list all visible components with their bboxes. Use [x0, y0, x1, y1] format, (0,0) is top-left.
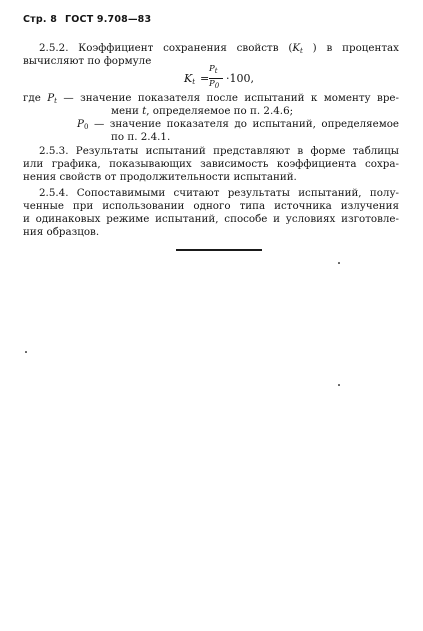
paragraph-2-5-4-line-3: и одинаковых режиме испытаний, способе и условиях изготовле-	[23, 213, 399, 225]
formula-equals: =	[200, 72, 210, 85]
formula-multiplier: ·100,	[226, 72, 254, 85]
paragraph-2-5-4-line-1: 2.5.4. Сопоставимыми считают результаты испытаний, полу-	[39, 187, 399, 199]
where-line-3: $P_0$ — значение показателя до испытаний, определяемое	[77, 118, 399, 131]
paragraph-2-5-4-line-4: ния образцов.	[23, 226, 100, 238]
paragraph-2-5-3-line-1: 2.5.3. Результаты испытаний представляют в форме таблицы	[39, 145, 399, 157]
paragraph-2-5-4-line-2: ченные при использовании одного типа источника излучения	[23, 200, 399, 212]
scan-speck	[25, 351, 27, 353]
page-header	[23, 14, 151, 25]
scan-speck	[338, 262, 340, 264]
where-line-4: по п. 2.4.1.	[111, 131, 171, 143]
formula-lhs: $K_t$	[184, 72, 196, 86]
scan-speck	[338, 384, 340, 386]
paragraph-2-5-3-line-3: нения свойств от продолжительности испытаний.	[23, 171, 297, 183]
formula-numerator: $P_t$	[209, 64, 218, 75]
where-line-1: где $P_t$ — значение показателя после испытаний к моменту вре-	[23, 92, 399, 105]
standard-code: ГОСТ 9.708—83	[65, 14, 152, 25]
paragraph-2-5-2-line-2: вычисляют по формуле	[23, 55, 152, 67]
page-number: Стр. 8	[23, 14, 58, 25]
paragraph-2-5-3-line-2: или графика, показывающих зависимость коэффициента сохра-	[23, 158, 399, 170]
formula-denominator: $P_0$	[209, 79, 220, 90]
section-divider	[176, 249, 262, 251]
where-line-2: мени t, определяемое по п. 2.4.6;	[111, 105, 294, 117]
paragraph-2-5-2-line-1: 2.5.2. Коэффициент сохранения свойств ($K_t$ ) в процентах	[39, 42, 399, 55]
